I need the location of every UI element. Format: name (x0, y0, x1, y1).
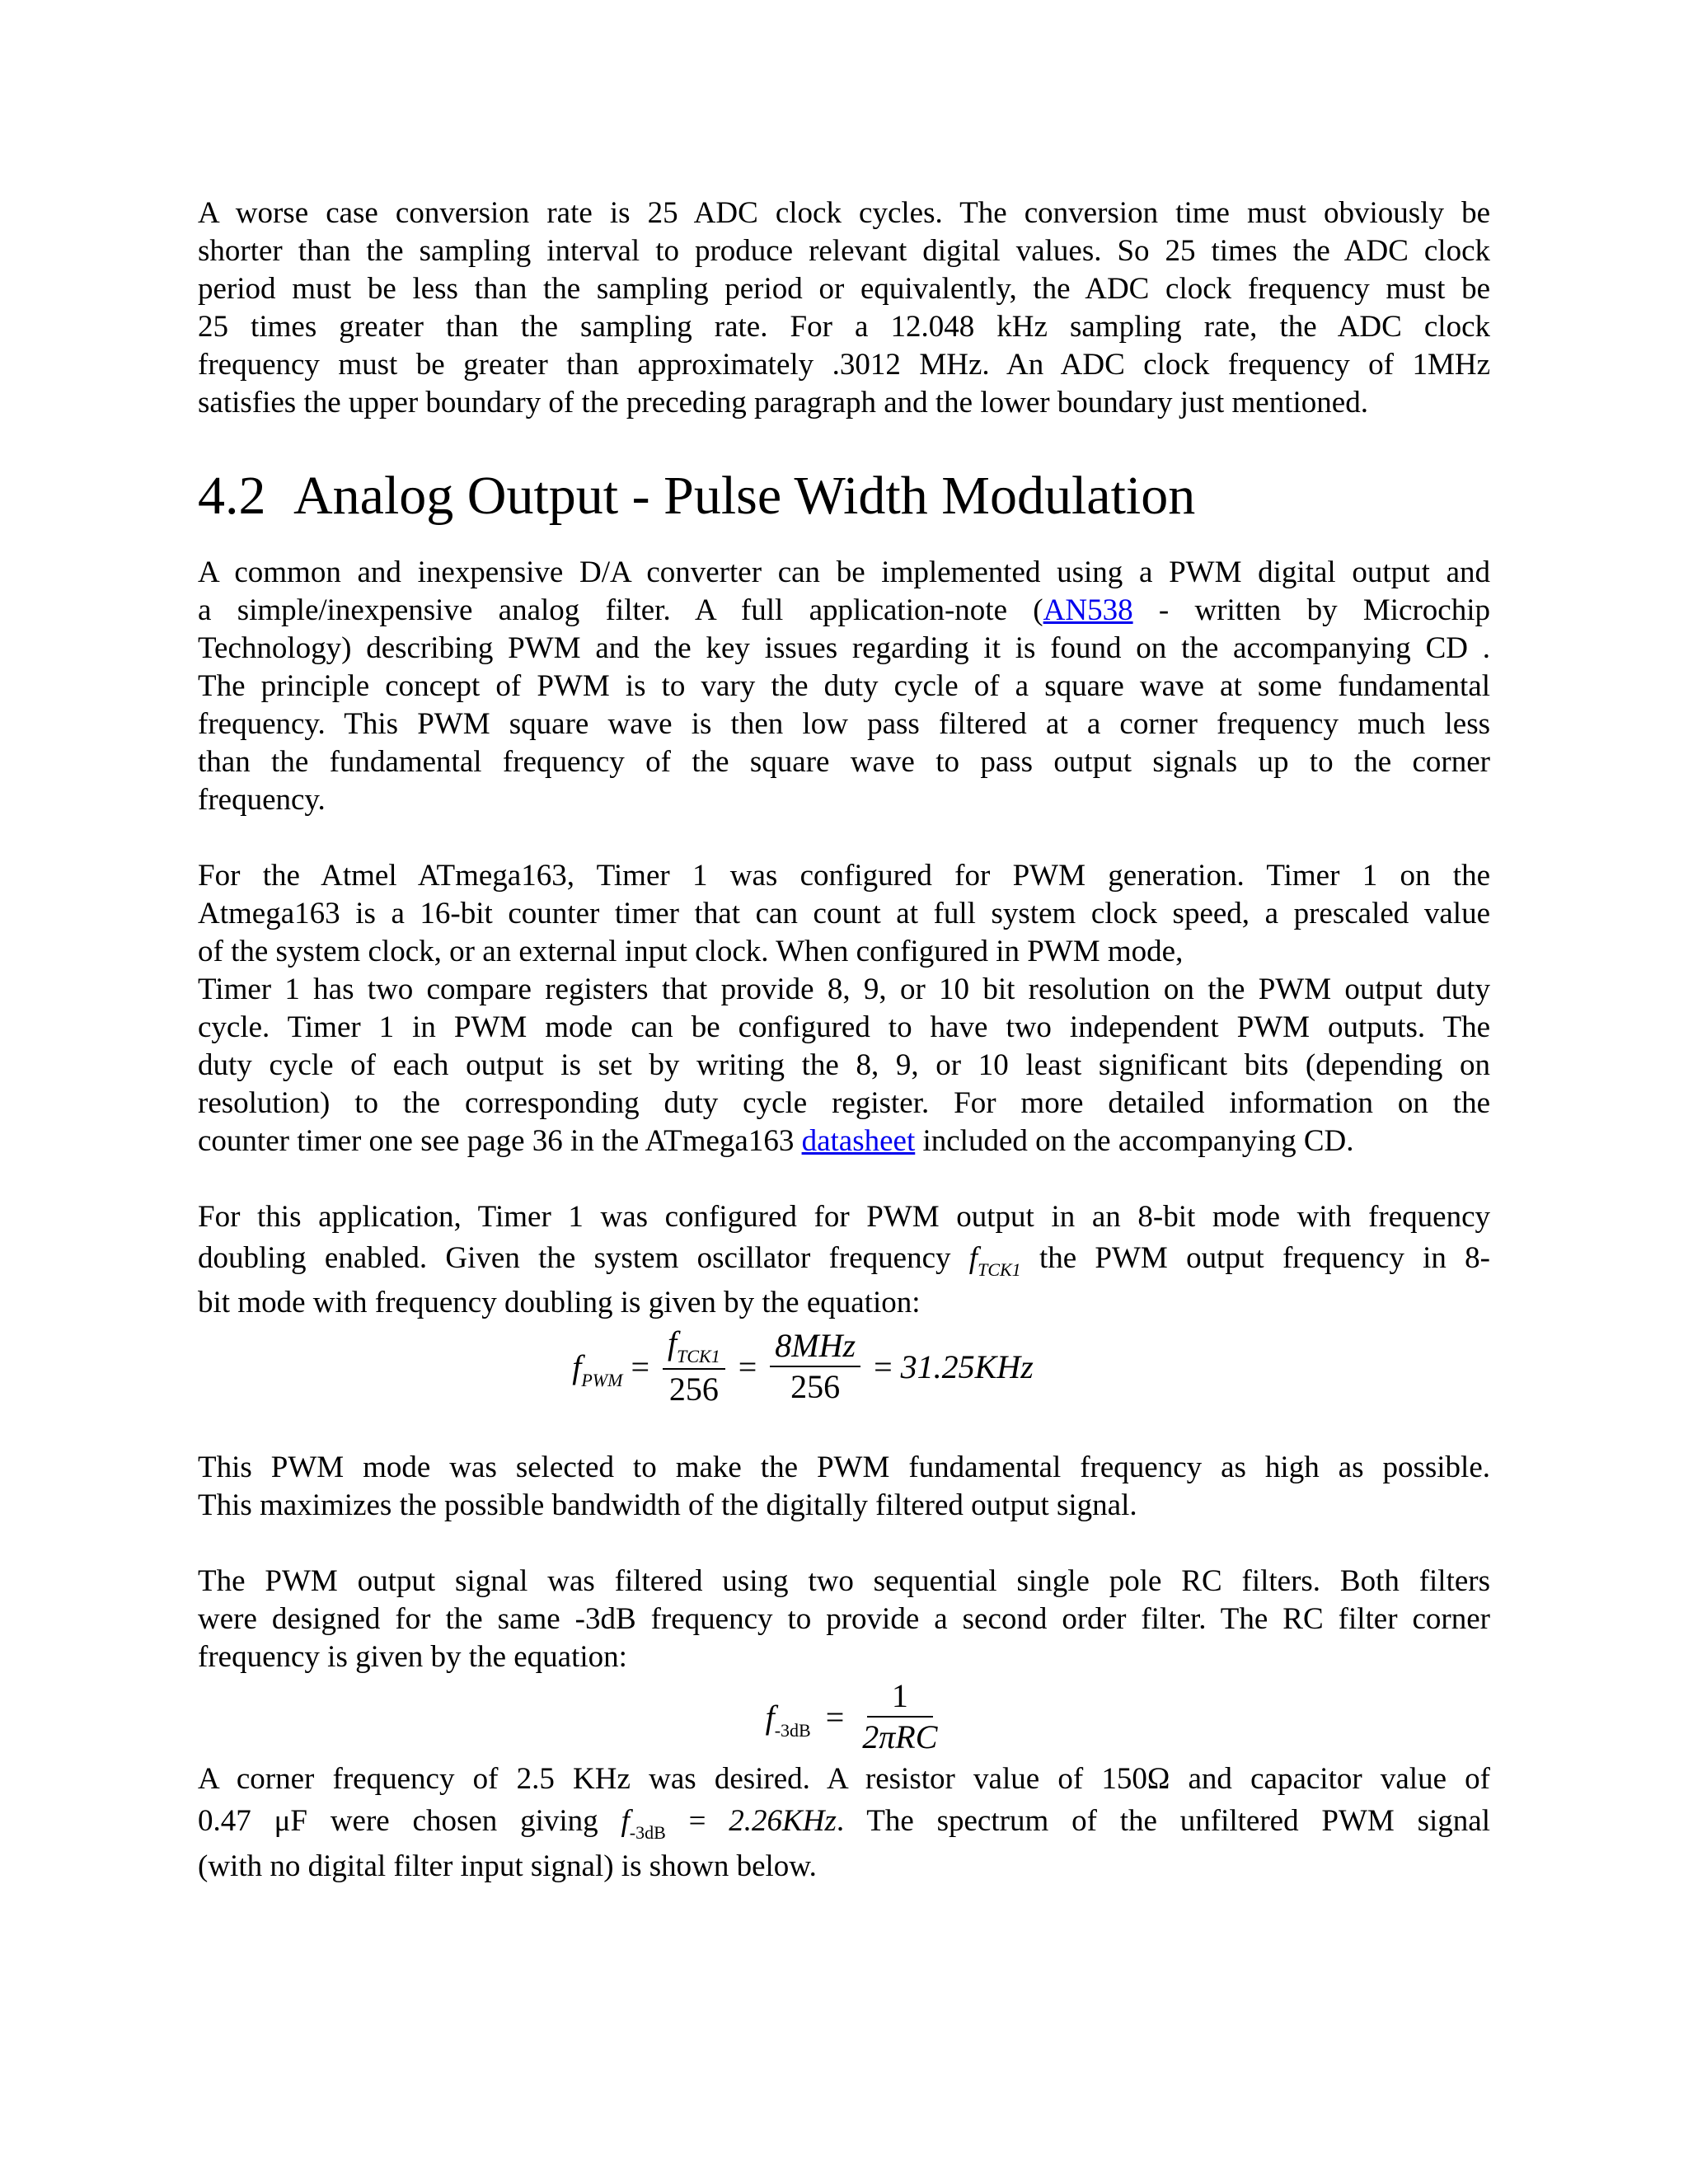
fraction-denominator: 2πRC (862, 1718, 938, 1755)
equals-sign: = (738, 1347, 757, 1385)
text-line: A corner frequency of 2.5 KHz was desired. A resistor value of 150Ω and capacitor value of (198, 1762, 1490, 1796)
paragraph-corner-frequency (198, 1760, 1490, 1886)
eq-lhs (572, 1347, 623, 1390)
text-line: Timer 1 has two compare registers that provide 8, 9, or 10 bit resolution on the PWM output duty (198, 972, 1490, 1006)
text-line: The PWM output signal was filtered using two sequential single pole RC filters. Both filters (198, 1564, 1490, 1598)
text-line: bit mode with frequency doubling is given by the equation: (198, 1286, 921, 1319)
text-line: A worse case conversion rate is 25 ADC clock cycles. The conversion time must obviously be (198, 196, 1490, 230)
math-symbol: f (765, 1698, 775, 1736)
datasheet-link[interactable]: datasheet (801, 1124, 916, 1158)
text-line: Technology) describing PWM and the key issues regarding it is found on the accompanying CD . (198, 631, 1490, 665)
equals-sign: = (631, 1347, 649, 1385)
fraction-denominator: 256 (790, 1368, 841, 1405)
text-line: This PWM mode was selected to make the PWM fundamental frequency as high as possible. (198, 1451, 1490, 1484)
equation-pwm-frequency (115, 1325, 1490, 1408)
text-line (198, 1122, 1490, 1160)
math-symbol: f (572, 1347, 582, 1385)
text-line: 25 times greater than the sampling rate. For a 12.048 kHz sampling rate, the ADC clock (198, 310, 1490, 344)
fraction-1-over-2pirc (857, 1678, 942, 1755)
text-line: satisfies the upper boundary of the preceding paragraph and the lower boundary just mentioned. (198, 386, 1368, 419)
text-line (198, 1798, 1490, 1848)
text-line: than the fundamental frequency of the square wave to pass output signals up to the corner (198, 745, 1490, 779)
text-line: duty cycle of each output is set by writing the 8, 9, or 10 least significant bits (depending on (198, 1048, 1490, 1082)
text-line: This maximizes the possible bandwidth of the digitally filtered output signal. (198, 1488, 1137, 1522)
text-line: Atmega163 is a 16-bit counter timer that can count at full system clock speed, a prescaled value (198, 897, 1490, 930)
math-symbol: f (968, 1241, 978, 1275)
eq-result: 31.25KHz (900, 1347, 1034, 1385)
math-subscript: TCK1 (978, 1259, 1021, 1280)
fraction-denominator: 256 (668, 1371, 719, 1408)
text-line: The principle concept of PWM is to vary the duty cycle of a square wave at some fundamental (198, 669, 1490, 703)
section-heading (198, 463, 1490, 529)
paragraph-pwm-intro (198, 554, 1490, 819)
an538-link[interactable]: AN538 (1043, 593, 1133, 627)
text-line (198, 1236, 1490, 1284)
text-line: (with no digital filter input signal) is shown below. (198, 1849, 817, 1883)
paragraph-pwm-mode (198, 1449, 1490, 1525)
text-fragment: . The spectrum of the unfiltered PWM signal (836, 1804, 1491, 1838)
text-line: cycle. Timer 1 in PWM mode can be configured to have two independent PWM outputs. The (198, 1010, 1490, 1044)
equals-sign: = (825, 1698, 845, 1736)
fraction-ftck1-over-256 (663, 1325, 725, 1408)
text-fragment: the PWM output frequency in 8- (1020, 1241, 1491, 1275)
math-value: 2.26KHz (729, 1804, 837, 1838)
text-fragment: included on the accompanying CD. (915, 1124, 1354, 1158)
inline-math-f3db: $f_{-3dB} = 2.26KHz$ (621, 1804, 837, 1843)
text-line: frequency. This PWM square wave is then low pass filtered at a corner frequency much less (198, 707, 1490, 741)
text-line: of the system clock, or an external input clock. When configured in PWM mode, (198, 935, 1184, 968)
paragraph-rc-filter (198, 1563, 1490, 1676)
paragraph-pwm-frequency (198, 1198, 1490, 1322)
text-line: resolution) to the corresponding duty cycle register. For more detailed information on the (198, 1086, 1490, 1120)
fraction-numerator (663, 1325, 725, 1370)
math-subscript: PWM (581, 1369, 623, 1390)
text-line: were designed for the same -3dB frequency to provide a second order filter. The RC filter corner (198, 1602, 1490, 1636)
text-line (198, 592, 1490, 630)
fraction-numerator: 1 (867, 1678, 933, 1718)
math-symbol: f (668, 1324, 678, 1361)
text-line: frequency. (198, 783, 326, 817)
text-line: For this application, Timer 1 was configured for PWM output in an 8-bit mode with frequency (198, 1200, 1490, 1234)
fraction-8mhz-over-256 (770, 1328, 860, 1405)
math-symbol: f (621, 1804, 630, 1838)
equation-rc-corner (223, 1678, 1490, 1755)
text-fragment: - written by Microchip (1132, 593, 1490, 627)
text-line: A common and inexpensive D/A converter can be implemented using a PWM digital output and (198, 555, 1490, 589)
math-subscript: TCK1 (677, 1346, 720, 1366)
text-line: For the Atmel ATmega163, Timer 1 was configured for PWM generation. Timer 1 on the (198, 859, 1490, 893)
equals-sign: = (874, 1347, 893, 1385)
text-fragment: a simple/inexpensive analog filter. A full application-note ( (198, 593, 1043, 627)
inline-math-ftck1 (968, 1241, 1021, 1280)
text-fragment: counter timer one see page 36 in the ATmega163 (198, 1124, 802, 1158)
math-subscript: -3dB (774, 1719, 811, 1741)
paragraph-adc-clock (198, 194, 1490, 422)
text-fragment: 0.47 μF were chosen giving (198, 1804, 621, 1838)
paragraph-timer1 (198, 857, 1490, 1160)
eq-lhs (765, 1698, 811, 1741)
math-subscript: -3dB (629, 1822, 666, 1843)
section-title: Analog Output - Pulse Width Modulation (293, 466, 1196, 526)
text-line: frequency must be greater than approximately .3012 MHz. An ADC clock frequency of 1MHz (198, 348, 1490, 382)
text-line: shorter than the sampling interval to produce relevant digital values. So 25 times the ADC clock (198, 234, 1490, 268)
section-number: 4.2 (198, 466, 266, 526)
text-line: period must be less than the sampling period or equivalently, the ADC clock frequency must be (198, 272, 1490, 306)
fraction-numerator: 8MHz (770, 1328, 860, 1367)
document-page (198, 194, 1490, 1886)
text-fragment: doubling enabled. Given the system oscillator frequency (198, 1241, 969, 1275)
text-line: frequency is given by the equation: (198, 1640, 627, 1674)
